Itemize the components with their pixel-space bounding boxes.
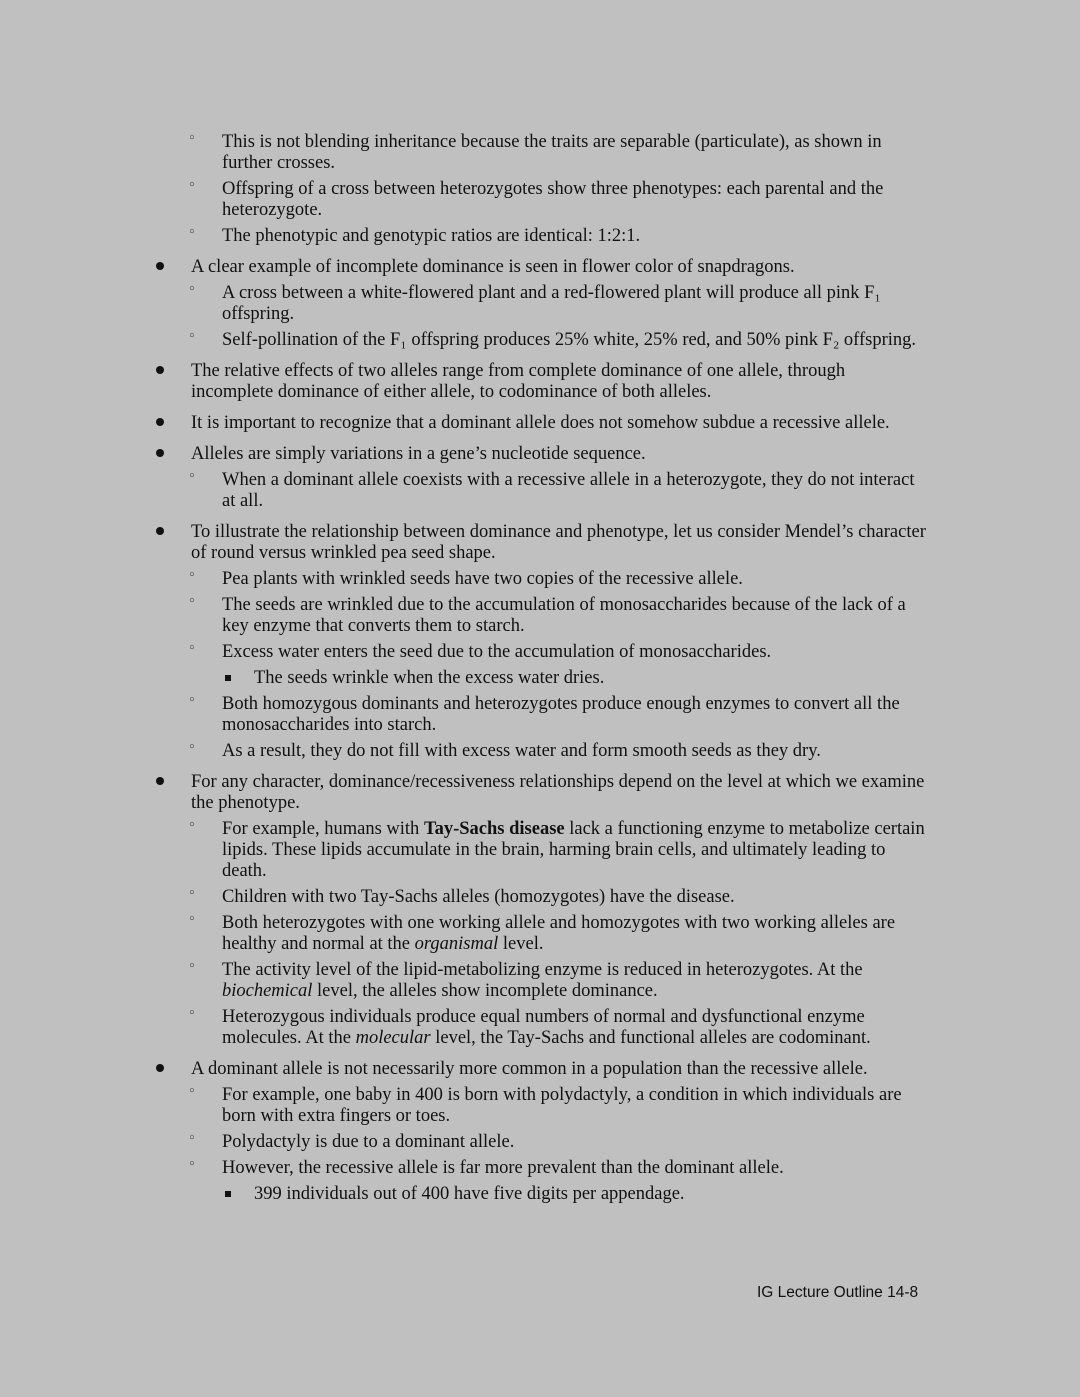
square-bullet-icon [225, 1191, 231, 1197]
outline-item-text: This is not blending inheritance because the traits are separable (particulate), as shown in further crosses. [222, 132, 882, 173]
filled-circle-bullet-icon [156, 366, 164, 374]
outline-item-text: Alleles are simply variations in a gene’s nucleotide sequence. [191, 444, 646, 464]
outline-item-level-2 [0, 569, 1080, 590]
hollow-circle-bullet-icon: ◦ [188, 1131, 196, 1146]
outline-item-level-2 [0, 960, 1080, 1002]
outline-item-text: Both heterozygotes with one working allele and homozygotes with two working alleles are healthy and normal at the organismal level. [222, 913, 896, 954]
lecture-outline [0, 127, 1080, 1205]
hollow-circle-bullet-icon: ◦ [188, 594, 196, 609]
outline-item-level-1 [0, 361, 1080, 403]
hollow-circle-bullet-icon: ◦ [188, 693, 196, 708]
hollow-circle-bullet-icon: ◦ [188, 225, 196, 240]
filled-circle-bullet-icon [156, 527, 164, 535]
hollow-circle-bullet-icon: ◦ [188, 959, 196, 974]
outline-item-text: For example, humans with Tay-Sachs disease lack a functioning enzyme to metabolize certain lipids. These lipids accumulate in the brain, harming brain cells, and ultimately leading to death. [222, 819, 925, 881]
outline-item-text: The relative effects of two alleles range from complete dominance of one allele, through incomplete dominance of either allele, to codominance of both alleles. [191, 361, 846, 402]
outline-item-text: A clear example of incomplete dominance is seen in flower color of snapdragons. [191, 257, 795, 277]
outline-item-level-2 [0, 642, 1080, 663]
square-bullet-icon [225, 675, 231, 681]
outline-item-level-2 [0, 694, 1080, 736]
outline-item-text: When a dominant allele coexists with a recessive allele in a heterozygote, they do not interact at all. [222, 470, 915, 511]
outline-item-text: The phenotypic and genotypic ratios are identical: 1:2:1. [222, 226, 641, 246]
outline-item-level-2 [0, 819, 1080, 882]
outline-item-level-1 [0, 444, 1080, 465]
outline-item-text: Children with two Tay-Sachs alleles (homozygotes) have the disease. [222, 887, 735, 907]
outline-item-level-1 [0, 1059, 1080, 1080]
hollow-circle-bullet-icon: ◦ [188, 469, 196, 484]
outline-item-level-2 [0, 913, 1080, 955]
outline-item-text: A dominant allele is not necessarily more common in a population than the recessive allele. [191, 1059, 868, 1079]
filled-circle-bullet-icon [156, 449, 164, 457]
outline-item-level-3 [0, 1184, 1080, 1205]
outline-item-level-2 [0, 741, 1080, 762]
outline-item-level-1 [0, 772, 1080, 814]
outline-item-text: Self-pollination of the F₁ offspring produces 25% white, 25% red, and 50% pink F₂ offspring. [222, 330, 917, 350]
outline-item-level-2 [0, 595, 1080, 637]
outline-item-level-2 [0, 179, 1080, 221]
outline-item-text: For any character, dominance/recessiveness relationships depend on the level at which we examine the phenotype. [191, 772, 925, 813]
outline-item-text: The seeds wrinkle when the excess water dries. [254, 668, 605, 688]
hollow-circle-bullet-icon: ◦ [188, 912, 196, 927]
hollow-circle-bullet-icon: ◦ [188, 282, 196, 297]
hollow-circle-bullet-icon: ◦ [188, 1006, 196, 1021]
outline-item-level-2 [0, 1085, 1080, 1127]
outline-item-level-2 [0, 330, 1080, 351]
hollow-circle-bullet-icon: ◦ [188, 329, 196, 344]
outline-item-text: The seeds are wrinkled due to the accumulation of monosaccharides because of the lack of a key enzyme that converts them to starch. [222, 595, 906, 636]
outline-item-text: Offspring of a cross between heterozygotes show three phenotypes: each parental and the heterozygote. [222, 179, 884, 220]
outline-item-level-2 [0, 1132, 1080, 1153]
outline-item-level-2 [0, 132, 1080, 174]
outline-item-text: Both homozygous dominants and heterozygotes produce enough enzymes to convert all the monosaccharides into starch. [222, 694, 900, 735]
hollow-circle-bullet-icon: ◦ [188, 1157, 196, 1172]
hollow-circle-bullet-icon: ◦ [188, 740, 196, 755]
hollow-circle-bullet-icon: ◦ [188, 178, 196, 193]
outline-item-text: Excess water enters the seed due to the accumulation of monosaccharides. [222, 642, 772, 662]
outline-item-level-1 [0, 522, 1080, 564]
outline-item-text: 399 individuals out of 400 have five digits per appendage. [254, 1184, 685, 1204]
filled-circle-bullet-icon [156, 777, 164, 785]
outline-item-text: The activity level of the lipid-metabolizing enzyme is reduced in heterozygotes. At the biochemical level, the alleles show incomplete dominance. [222, 960, 863, 1001]
outline-item-level-2 [0, 470, 1080, 512]
outline-item-level-2 [0, 226, 1080, 247]
outline-item-level-3 [0, 668, 1080, 689]
outline-item-text: A cross between a white-flowered plant and a red-flowered plant will produce all pink F₁ offspring. [222, 283, 881, 324]
outline-item-text: Polydactyly is due to a dominant allele. [222, 1132, 515, 1152]
outline-item-level-1 [0, 413, 1080, 434]
outline-item-level-1 [0, 257, 1080, 278]
outline-item-text: However, the recessive allele is far more prevalent than the dominant allele. [222, 1158, 784, 1178]
outline-item-level-2 [0, 1158, 1080, 1179]
filled-circle-bullet-icon [156, 1064, 164, 1072]
filled-circle-bullet-icon [156, 418, 164, 426]
hollow-circle-bullet-icon: ◦ [188, 131, 196, 146]
outline-item-level-2 [0, 1007, 1080, 1049]
hollow-circle-bullet-icon: ◦ [188, 818, 196, 833]
outline-item-text: Pea plants with wrinkled seeds have two copies of the recessive allele. [222, 569, 743, 589]
outline-item-level-2 [0, 887, 1080, 908]
outline-item-text: Heterozygous individuals produce equal numbers of normal and dysfunctional enzyme molecules. At the molecular level, the Tay-Sachs and functional alleles are codominant. [222, 1007, 871, 1048]
filled-circle-bullet-icon [156, 262, 164, 270]
outline-item-level-2 [0, 283, 1080, 325]
hollow-circle-bullet-icon: ◦ [188, 886, 196, 901]
hollow-circle-bullet-icon: ◦ [188, 641, 196, 656]
hollow-circle-bullet-icon: ◦ [188, 1084, 196, 1099]
page-footer: IG Lecture Outline 14-8 [757, 1284, 919, 1301]
outline-item-text: As a result, they do not fill with excess water and form smooth seeds as they dry. [222, 741, 821, 761]
outline-item-text: For example, one baby in 400 is born with polydactyly, a condition in which individuals are born with extra fingers or toes. [222, 1085, 902, 1126]
hollow-circle-bullet-icon: ◦ [188, 568, 196, 583]
outline-item-text: It is important to recognize that a dominant allele does not somehow subdue a recessive allele. [191, 413, 890, 433]
outline-item-text: To illustrate the relationship between dominance and phenotype, let us consider Mendel’s character of round versus wrinkled pea seed shape. [191, 522, 926, 563]
